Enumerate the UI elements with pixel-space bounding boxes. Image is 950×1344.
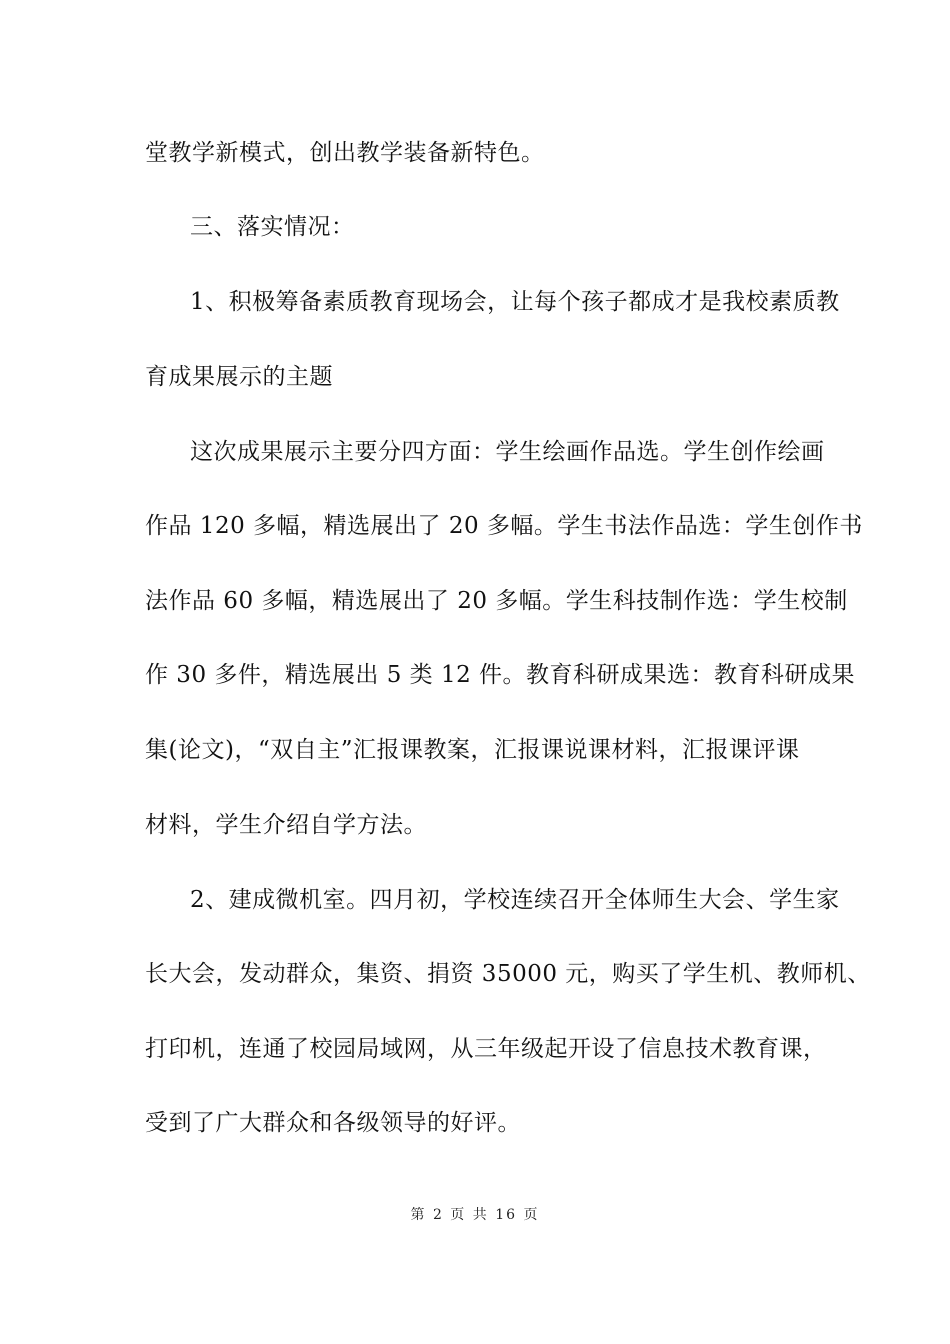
text-line: 2、建成微机室。四月初，学校连续召开全体师生大会、学生家: [190, 887, 840, 913]
text-line: 作品 120 多幅，精选展出了 20 多幅。学生书法作品选：学生创作书: [145, 513, 863, 539]
text-line: 受到了广大群众和各级领导的好评。: [145, 1110, 521, 1136]
text-line: 作 30 多件，精选展出 5 类 12 件。教育科研成果选：教育科研成果: [145, 662, 856, 688]
text-line: 材料，学生介绍自学方法。: [145, 812, 427, 838]
text-line: 集(论文)，“双自主”汇报课教案，汇报课说课材料，汇报课评课: [145, 737, 800, 763]
text-line: 打印机，连通了校园局域网，从三年级起开设了信息技术教育课，: [145, 1036, 827, 1062]
text-line: 育成果展示的主题: [145, 364, 333, 390]
text-line: 1、积极筹备素质教育现场会，让每个孩子都成才是我校素质教: [190, 289, 840, 315]
text-line: 长大会，发动群众，集资、捐资 35000 元，购买了学生机、教师机、: [145, 961, 871, 987]
text-line: 这次成果展示主要分四方面：学生绘画作品选。学生创作绘画: [190, 439, 825, 465]
section-heading: 三、落实情况：: [190, 214, 355, 240]
page-number-footer: 第 2 页 共 16 页: [410, 1207, 540, 1223]
text-line: 堂教学新模式，创出教学装备新特色。: [145, 140, 545, 166]
text-line: 法作品 60 多幅，精选展出了 20 多幅。学生科技制作选：学生校制: [145, 588, 848, 614]
